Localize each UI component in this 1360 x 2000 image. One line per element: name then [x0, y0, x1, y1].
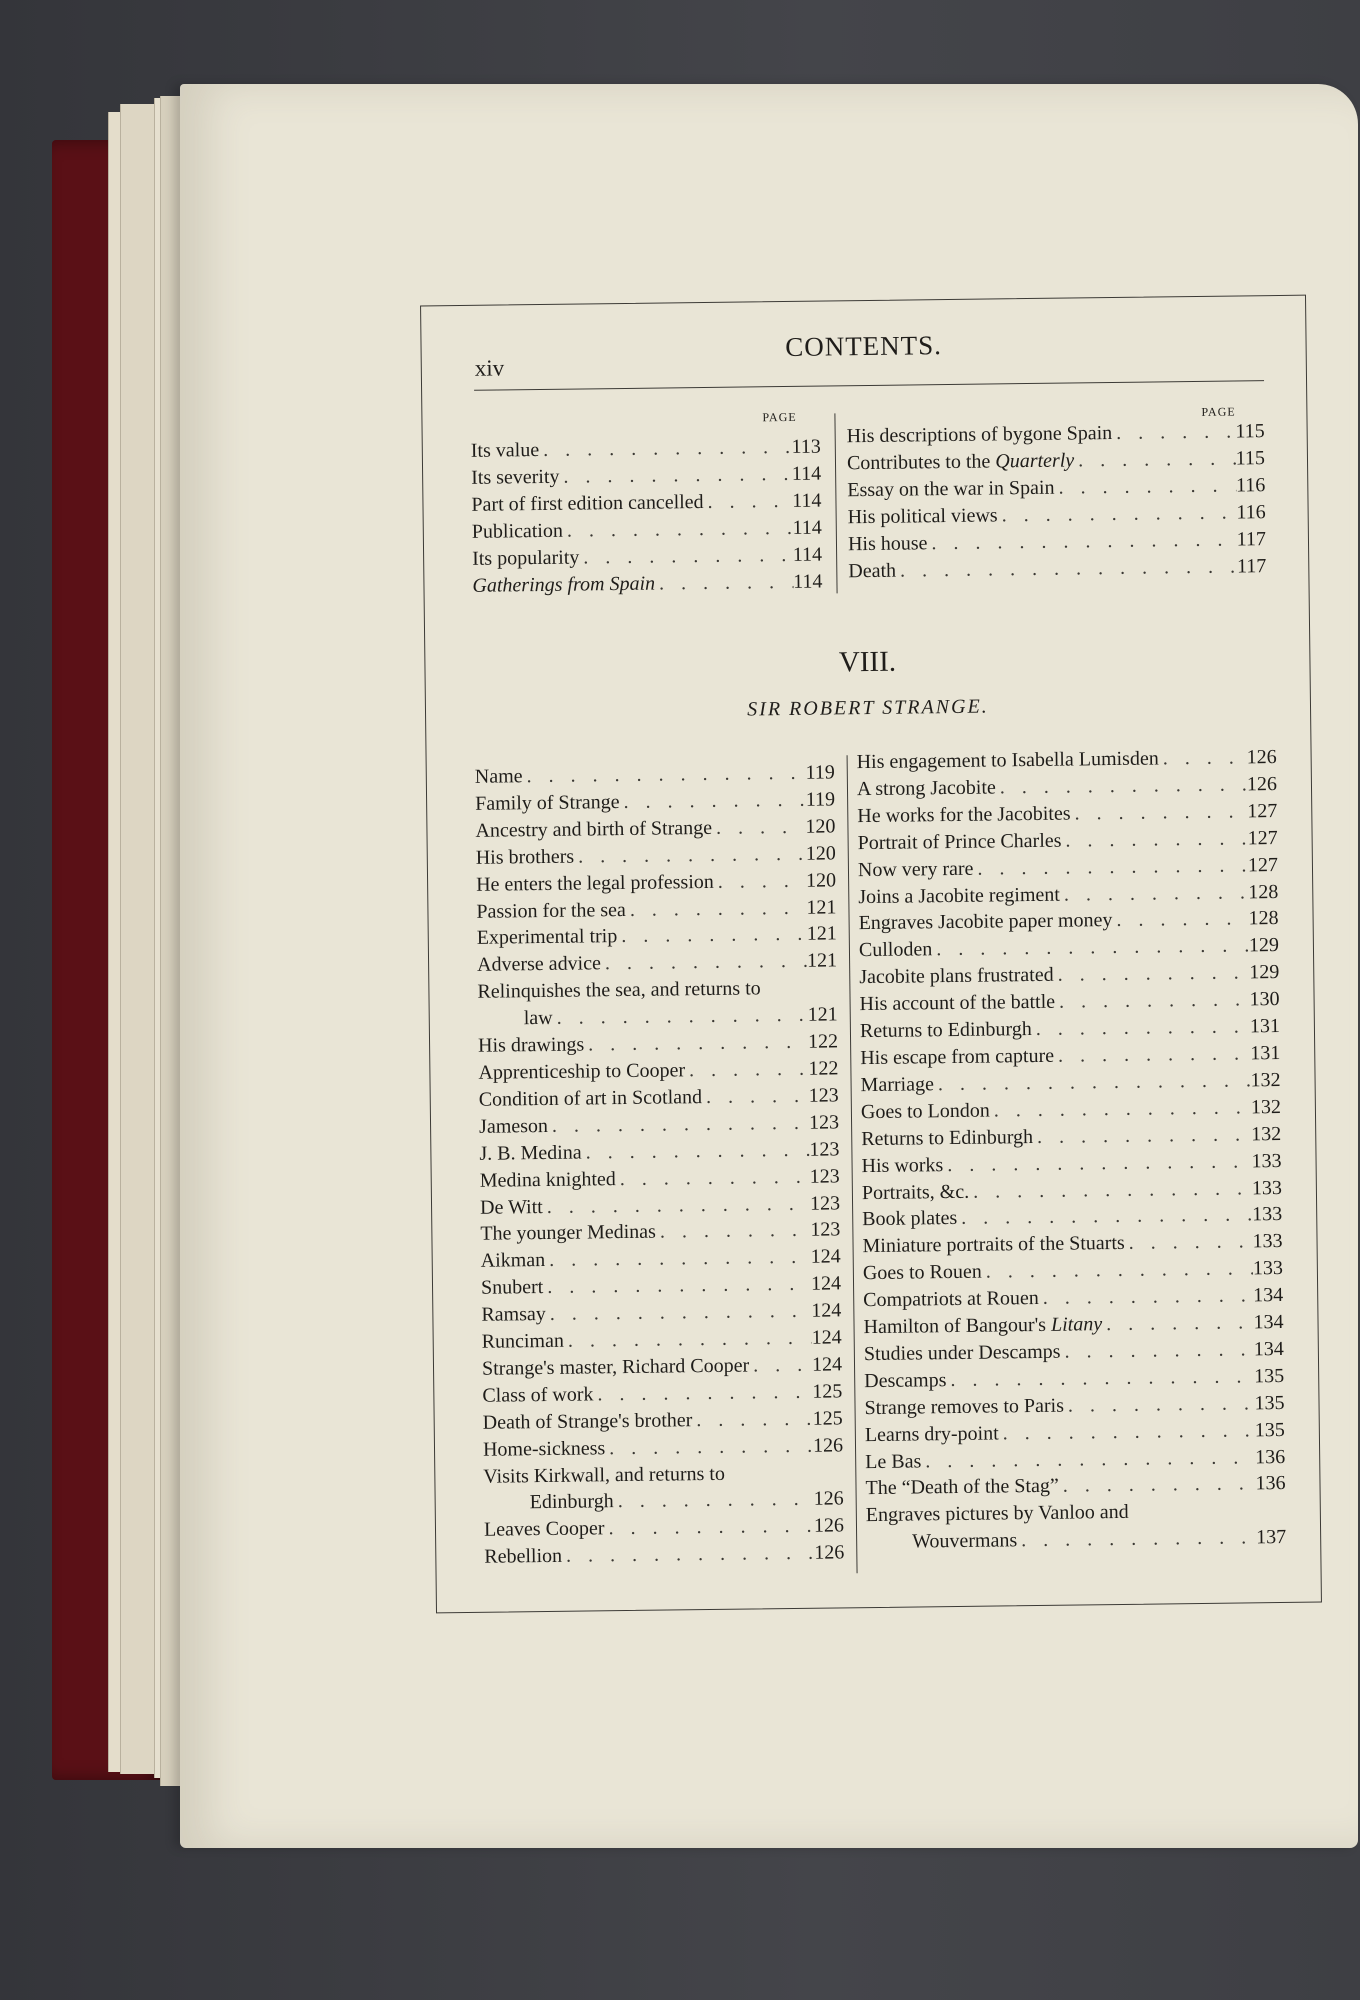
chapter-title: SIR ROBERT STRANGE.: [747, 695, 989, 721]
toc-entry-label: His descriptions of bygone Spain: [846, 422, 1113, 448]
toc-entry-page-number: 126: [813, 1514, 845, 1538]
dot-leader: [552, 1002, 807, 1032]
toc-entry-label: Death: [848, 559, 897, 582]
toc-entry-page-number: 126: [1246, 746, 1277, 769]
page-column-header: PAGE: [1201, 404, 1236, 419]
toc-entry-label: Snubert: [480, 1276, 544, 1300]
dot-leader: [522, 760, 805, 790]
toc-entry-label: He works for the Jacobites: [857, 802, 1071, 827]
toc-entry: [866, 1524, 1286, 1556]
column-divider: [847, 755, 858, 1573]
dot-leader: [539, 434, 792, 464]
toc-entry-label: Adverse advice: [476, 952, 602, 977]
toc-entry-label: Class of work: [482, 1383, 594, 1407]
dot-leader: [564, 1325, 812, 1355]
toc-entry: [471, 487, 821, 518]
dot-leader: [1059, 1471, 1256, 1500]
toc-entry-page-number: 123: [809, 1191, 841, 1215]
toc-entry-page-number: 114: [792, 516, 822, 539]
toc-entry-page-number: 126: [812, 1434, 844, 1457]
toc-entry: [865, 1470, 1285, 1502]
toc-entry-page-number: 127: [1247, 826, 1278, 850]
dot-leader: [616, 1163, 810, 1192]
dot-leader: [1064, 1390, 1255, 1419]
toc-entry-page-number: 126: [813, 1487, 844, 1511]
toc-entry-label: Part of first edition cancelled: [471, 490, 704, 516]
toc-entry-label: Miniature portraits of the Stuarts: [862, 1232, 1125, 1258]
toc-entry-page-number: 137: [1256, 1526, 1287, 1549]
dot-leader: [581, 1136, 809, 1166]
toc-entry-label: Book plates: [862, 1207, 958, 1231]
dot-leader: [619, 787, 806, 816]
toc-entry: [471, 434, 821, 465]
dot-leader: [982, 1256, 1253, 1286]
toc-entry-label: Joins a Jacobite regiment: [858, 883, 1061, 908]
toc-entry-label: Studies under Descamps: [863, 1340, 1061, 1366]
toc-entry-page-number: 127: [1247, 799, 1278, 823]
dot-leader: [934, 1067, 1251, 1098]
toc-entry-label: Ramsay: [481, 1303, 546, 1326]
toc-entry-label: Rebellion: [484, 1545, 563, 1569]
toc-entry-label: Contributes to the Quarterly: [846, 449, 1075, 475]
dot-leader: [896, 553, 1237, 584]
dot-leader: [1054, 1040, 1251, 1069]
toc-entry-page-number: 135: [1254, 1364, 1285, 1388]
dot-leader: [1112, 419, 1236, 447]
dot-leader: [990, 1094, 1251, 1124]
toc-entry-page-number: 136: [1255, 1472, 1286, 1495]
dot-leader: [579, 542, 793, 572]
toc-list-left: [475, 759, 845, 1571]
dot-leader: [601, 948, 807, 977]
toc-entry: [483, 1432, 843, 1463]
toc-entry-page-number: 127: [1247, 853, 1279, 877]
dot-leader: [999, 1417, 1255, 1447]
dot-leader: [1055, 987, 1250, 1016]
toc-entry-page-number: 128: [1248, 907, 1279, 930]
toc-entry-label: Portrait of Prince Charles: [857, 829, 1062, 854]
dot-leader: [1060, 879, 1249, 908]
dot-leader: [969, 1175, 1252, 1205]
dot-leader: [703, 488, 792, 516]
toc-entry-page-number: 121: [806, 895, 837, 919]
header-rule: [474, 380, 1264, 391]
dot-leader: [1159, 744, 1247, 772]
toc-entry-label: His house: [847, 531, 928, 555]
toc-entry-page-number: 126: [1246, 772, 1278, 796]
chapter-numeral: VIII.: [838, 645, 897, 679]
toc-entry-label: Publication: [471, 519, 564, 543]
toc-entry-label: His political views: [847, 504, 998, 528]
dot-leader: [692, 1405, 813, 1433]
toc-entry-label: Goes to Rouen: [862, 1260, 982, 1285]
dot-leader: [1033, 1121, 1251, 1151]
toc-entry-label: Strange removes to Paris: [864, 1394, 1065, 1419]
dot-leader: [749, 1352, 812, 1380]
toc-entry-page-number: 121: [806, 949, 838, 973]
page-folio: xiv: [474, 355, 505, 381]
toc-entry-label: Learns dry-point: [864, 1422, 999, 1446]
toc-entry-label: The “Death of the Stag”: [865, 1475, 1059, 1500]
toc-list-top-left: [471, 434, 823, 600]
toc-entry-label: Name: [474, 765, 523, 788]
dot-leader: [626, 894, 807, 923]
toc-entry-page-number: 114: [792, 543, 823, 566]
dot-leader: [545, 1244, 811, 1274]
toc-entry-label: Experimental trip: [476, 925, 618, 950]
toc-entry-page-number: 125: [812, 1380, 843, 1403]
toc-entry-label: Gatherings from Spain: [472, 572, 656, 597]
dot-leader: [656, 1217, 811, 1246]
toc-entry-label: A strong Jacobite: [856, 776, 996, 801]
toc-entry-label: Its value: [470, 439, 540, 462]
toc-entry-label: Family of Strange: [475, 790, 620, 815]
toc-entry: [484, 1540, 844, 1571]
dot-leader: [593, 1379, 812, 1409]
toc-entry-page-number: 116: [1235, 473, 1266, 497]
toc-entry-page-number: 131: [1250, 1041, 1281, 1065]
running-head: CONTENTS.: [785, 330, 943, 363]
toc-entry-page-number: 130: [1249, 988, 1280, 1011]
dot-leader: [1017, 1525, 1256, 1555]
toc-entry-label: Condition of art in Scotland: [478, 1085, 703, 1111]
toc-entry-label: Death of Strange's brother: [482, 1408, 693, 1434]
toc-entry-page-number: 114: [792, 489, 822, 512]
toc-entry-page-number: 129: [1248, 934, 1280, 957]
toc-entry-page-number: 123: [808, 1084, 839, 1107]
toc-entry-label: Returns to Edinburgh: [861, 1125, 1034, 1150]
toc-entry-label: Hamilton of Bangour's Litany: [863, 1313, 1103, 1339]
contents-frame: [420, 295, 1322, 1614]
toc-entry-page-number: 131: [1249, 1015, 1281, 1038]
toc-entry-label: Culloden: [858, 938, 933, 962]
dot-leader: [1053, 960, 1249, 989]
toc-entry-page-number: 117: [1236, 527, 1267, 551]
toc-entry-label: Returns to Edinburgh: [859, 1018, 1032, 1043]
toc-entry-label: Its severity: [471, 465, 560, 489]
toc-entry-page-number: 132: [1250, 1068, 1281, 1092]
dot-leader: [714, 867, 807, 895]
toc-entry-page-number: 133: [1252, 1257, 1284, 1280]
toc-entry-page-number: 128: [1248, 880, 1279, 903]
dot-leader: [574, 841, 806, 871]
dot-leader: [562, 1540, 815, 1570]
toc-entry-label: Portraits, &c.: [861, 1180, 970, 1204]
dot-leader: [725, 1478, 843, 1479]
toc-entry: [477, 948, 837, 979]
toc-entry-label: Home-sickness: [482, 1436, 606, 1461]
dot-leader: [1129, 1516, 1286, 1518]
dot-leader: [1074, 445, 1236, 474]
toc-entry-page-number: 132: [1250, 1095, 1282, 1119]
dot-leader: [973, 852, 1248, 882]
toc-entry-label: Edinburgh: [529, 1490, 614, 1514]
dot-leader: [702, 1083, 809, 1111]
toc-entry-page-number: 125: [812, 1407, 843, 1430]
toc-entry-label: Essay on the war in Spain: [847, 476, 1055, 502]
toc-entry-label: Descamps: [864, 1368, 947, 1392]
toc-entry-page-number: 123: [809, 1138, 840, 1161]
dot-leader: [1112, 906, 1249, 935]
toc-entry-page-number: 133: [1251, 1149, 1282, 1172]
toc-entry-label: Le Bas: [865, 1449, 922, 1473]
toc-entry-label: Leaves Cooper: [483, 1517, 605, 1542]
dot-leader: [943, 1148, 1252, 1179]
toc-entry-page-number: 132: [1251, 1122, 1282, 1146]
toc-entry-page-number: 119: [805, 788, 836, 811]
toc-entry-label: Ancestry and birth of Strange: [475, 816, 713, 842]
toc-entry-page-number: 124: [810, 1272, 842, 1295]
toc-entry-page-number: 117: [1236, 554, 1267, 578]
dot-leader: [1061, 825, 1247, 854]
toc-entry-label: De Witt: [479, 1195, 543, 1219]
toc-entry-page-number: 133: [1252, 1203, 1283, 1226]
toc-entry-page-number: 121: [806, 922, 837, 946]
dot-leader: [1032, 1013, 1250, 1043]
toc-entry-label: Wouvermans: [912, 1529, 1018, 1553]
toc-entry-label: Its popularity: [472, 546, 580, 570]
toc-entry-label: Aikman: [480, 1249, 546, 1273]
toc-entry-page-number: 115: [1235, 447, 1266, 470]
toc-entry-label: His works: [861, 1153, 944, 1177]
dot-leader: [605, 1432, 813, 1461]
toc-entry-page-number: 136: [1255, 1445, 1286, 1468]
toc-entry-label: His escape from capture: [860, 1044, 1055, 1070]
toc-list-right: [856, 744, 1286, 1556]
dot-leader: [996, 771, 1247, 801]
dot-leader: [761, 994, 838, 995]
toc-entry-label: law: [523, 1007, 553, 1030]
dot-leader: [584, 1029, 808, 1059]
toc-entry-page-number: 134: [1253, 1284, 1284, 1307]
toc-entry: [472, 514, 822, 545]
dot-leader: [617, 921, 807, 950]
dot-leader: [563, 515, 793, 545]
toc-entry-label: J. B. Medina: [479, 1141, 582, 1165]
toc-entry-label: His brothers: [475, 845, 575, 869]
page-column-header: PAGE: [762, 409, 797, 425]
toc-entry-page-number: 120: [805, 815, 836, 838]
toc-entry-page-number: 134: [1253, 1311, 1284, 1334]
dot-leader: [546, 1298, 812, 1328]
toc-entry-label: Now very rare: [857, 857, 974, 881]
toc-entry-page-number: 124: [811, 1299, 842, 1322]
dot-leader: [1039, 1282, 1254, 1312]
toc-entry-label: His engagement to Isabella Lumisden: [856, 747, 1159, 774]
toc-entry-page-number: 115: [1235, 420, 1265, 443]
toc-entry-label: Jameson: [478, 1114, 549, 1138]
dot-leader: [655, 568, 793, 597]
toc-entry-label: Strange's master, Richard Cooper: [481, 1354, 750, 1380]
dot-leader: [614, 1486, 814, 1515]
dot-leader: [685, 1056, 809, 1084]
toc-entry-page-number: 114: [793, 570, 823, 593]
dot-leader: [543, 1271, 811, 1301]
toc-entry: [472, 568, 822, 599]
toc-entry: [472, 541, 822, 572]
toc-entry: [848, 553, 1266, 585]
toc-entry-page-number: 113: [791, 435, 821, 458]
dot-leader: [543, 1190, 811, 1220]
dot-leader: [997, 499, 1236, 529]
dot-leader: [927, 526, 1237, 557]
toc-entry-page-number: 123: [808, 1111, 840, 1134]
toc-entry-page-number: 133: [1251, 1176, 1283, 1199]
dot-leader: [1070, 798, 1247, 827]
toc-entry-label: Marriage: [860, 1073, 935, 1097]
toc-entry-label: Apprenticeship to Cooper: [478, 1059, 686, 1084]
toc-entry-label: Runciman: [481, 1329, 565, 1353]
toc-list-top-right: [847, 418, 1267, 585]
dot-leader: [921, 1444, 1255, 1475]
toc-entry-label: The younger Medinas: [480, 1221, 657, 1246]
dot-leader: [1060, 1336, 1254, 1365]
toc-entry-label: Engraves Jacobite paper money: [858, 909, 1113, 935]
toc-entry-label: Compatriots at Rouen: [863, 1287, 1039, 1312]
dot-leader: [946, 1363, 1254, 1394]
toc-entry-page-number: 123: [809, 1164, 840, 1188]
toc-entry-label: Passion for the sea: [476, 898, 626, 923]
toc-entry-page-number: 120: [805, 869, 837, 892]
toc-entry-page-number: 135: [1254, 1391, 1285, 1415]
toc-entry-page-number: 124: [811, 1353, 843, 1376]
dot-leader: [712, 814, 806, 842]
toc-entry-label: His account of the battle: [859, 990, 1056, 1016]
toc-entry-label: Jacobite plans frustrated: [859, 964, 1054, 989]
toc-entry-page-number: 122: [807, 1030, 839, 1053]
dot-leader: [932, 933, 1249, 964]
toc-entry-page-number: 114: [791, 462, 822, 485]
toc-entry-page-number: 116: [1236, 500, 1266, 524]
toc-entry-page-number: 123: [810, 1218, 841, 1242]
dot-leader: [1125, 1229, 1253, 1257]
toc-entry-label: Relinquishes the sea, and returns to: [477, 977, 761, 1004]
toc-entry-page-number: 133: [1252, 1230, 1283, 1253]
toc-entry-page-number: 124: [811, 1326, 842, 1349]
toc-entry-label: Visits Kirkwall, and returns to: [483, 1462, 726, 1488]
dot-leader: [957, 1202, 1252, 1233]
toc-entry-page-number: 124: [810, 1245, 841, 1269]
dot-leader: [1102, 1309, 1254, 1338]
dot-leader: [1054, 472, 1236, 501]
toc-entry-label: His drawings: [477, 1033, 585, 1057]
toc-entry-label: He enters the legal profession: [475, 870, 714, 896]
column-divider: [834, 413, 837, 593]
toc-entry-page-number: 120: [805, 842, 836, 865]
toc-entry-label: Medina knighted: [479, 1167, 616, 1192]
toc-entry: [471, 460, 821, 491]
dot-leader: [559, 461, 792, 491]
toc-entry-page-number: 134: [1253, 1337, 1284, 1361]
toc-entry-page-number: 126: [814, 1541, 845, 1565]
toc-entry-page-number: 135: [1254, 1418, 1285, 1442]
dot-leader: [604, 1513, 814, 1542]
toc-entry-label: Engraves pictures by Vanloo and: [865, 1501, 1129, 1527]
dot-leader: [548, 1110, 809, 1140]
toc-entry-page-number: 119: [805, 761, 835, 784]
toc-entry-page-number: 122: [808, 1057, 839, 1080]
toc-entry-label: Goes to London: [860, 1099, 990, 1123]
toc-entry-page-number: 121: [807, 1003, 838, 1026]
toc-entry-page-number: 129: [1249, 961, 1280, 984]
